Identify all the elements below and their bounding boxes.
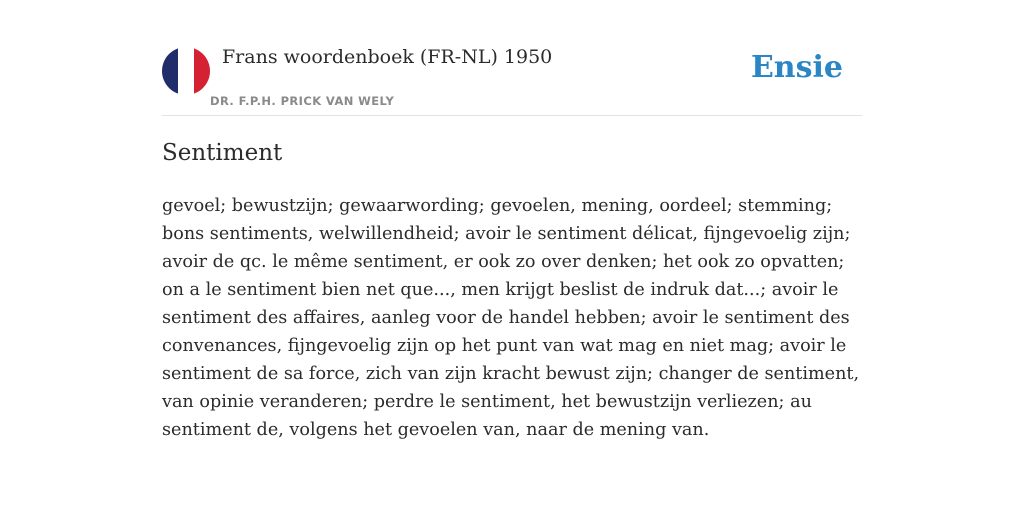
page	[162, 0, 862, 512]
dictionary-author: DR. F.P.H. PRICK VAN WELY	[210, 94, 395, 108]
dictionary-header	[162, 0, 862, 116]
flag-stripe-blue	[162, 47, 178, 95]
france-flag-icon	[162, 47, 210, 95]
entry-definition: gevoel; bewustzijn; gewaarwording; gevoelen, mening, oordeel; stemming; bons sentiments, welwillendheid; avoir le sentiment délicat, fijngevoelig zijn; avoir de qc. le même sentiment, er ook zo over denken; het ook zo opvatten; on a le sentiment bien net que..., men krijgt beslist de indruk dat...; avoir le sentiment des affaires, aanleg voor de handel hebben; avoir le sentiment des convenances, fijngevoelig zijn op het punt van wat mag en niet mag; avoir le sentiment de sa force, zich van zijn kracht bewust zijn; changer de sentiment, van opinie veranderen; perdre le sentiment, het bewustzijn verliezen; au sentiment de, volgens het gevoelen van, naar de mening van.	[162, 196, 860, 440]
flag-stripe-red	[194, 47, 210, 95]
entry-headword: Sentiment	[162, 140, 283, 166]
brand-logo[interactable]: Ensie	[750, 50, 843, 85]
flag-stripe-white	[178, 47, 194, 95]
dictionary-title[interactable]: Frans woordenboek (FR-NL) 1950	[222, 46, 553, 68]
